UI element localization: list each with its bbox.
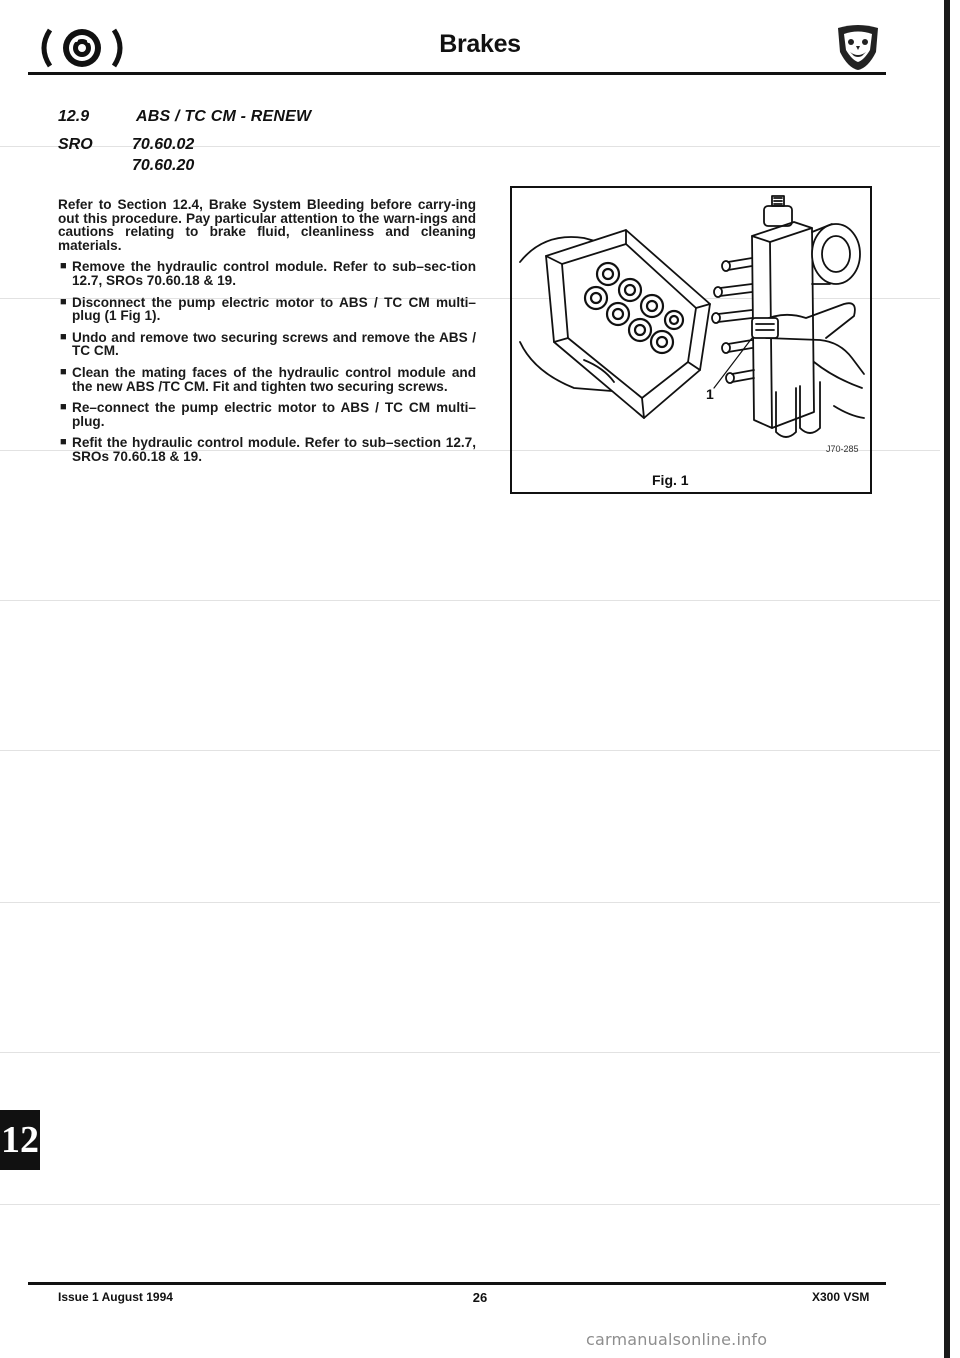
page-edge-bar (944, 0, 950, 1358)
sro-code: 70.60.20 (132, 157, 195, 174)
bullet-icon: ■ (60, 295, 67, 308)
procedure-text (58, 198, 476, 472)
procedure-step: ■ Undo and remove two securing screws and remove the ABS / TC CM. (60, 329, 476, 359)
page-title: Brakes (439, 30, 521, 58)
abs-module-illustration (514, 192, 868, 454)
manual-code: X300 VSM (812, 1290, 870, 1304)
bullet-icon: ■ (60, 330, 67, 343)
watermark: carmanualsonline.info (586, 1330, 768, 1349)
figure-caption: Fig. 1 (652, 472, 689, 488)
header-rule (28, 72, 886, 75)
chapter-tab: 12 (0, 1110, 40, 1170)
bullet-icon: ■ (60, 365, 67, 378)
sro-code: 70.60.02 (132, 136, 195, 153)
procedure-step: ■ Remove the hydraulic control module. Refer to sub–sec-tion 12.7, SROs 70.60.18 & 19. (60, 259, 476, 288)
figure-callout: 1 (706, 386, 714, 402)
procedure-steps (58, 260, 476, 463)
sro-label: SRO (58, 136, 93, 153)
page-number: 26 (472, 1290, 488, 1305)
footer-rule (28, 1282, 886, 1285)
section-number: 12.9 (58, 108, 90, 125)
issue-date: Issue 1 August 1994 (58, 1290, 173, 1304)
intro-paragraph: Refer to Section 12.4, Brake System Bleeding before carry-ing out this procedure. Pay particular attention to the warn-ings and cautions relating to brake fluid, cleanliness and cleaning materials. (58, 197, 476, 253)
bullet-icon: ■ (60, 401, 67, 414)
bullet-icon: ■ (60, 436, 67, 449)
jaguar-emblem-icon (832, 22, 884, 72)
procedure-step: ■ Disconnect the pump electric motor to ABS / TC CM multi–plug (1 Fig 1). (60, 294, 476, 324)
bullet-icon: ■ (60, 260, 67, 273)
procedure-step: ■ Refit the hydraulic control module. Refer to sub–section 12.7, SROs 70.60.18 & 19. (60, 435, 476, 464)
section-title: ABS / TC CM - RENEW (136, 108, 312, 125)
procedure-step: ■ Clean the mating faces of the hydraulic control module and the new ABS /TC CM. Fit and tighten two securing screws. (60, 364, 476, 394)
figure-code: J70-285 (826, 444, 859, 454)
procedure-step: ■ Re–connect the pump electric motor to ABS / TC CM multi–plug. (60, 400, 476, 429)
